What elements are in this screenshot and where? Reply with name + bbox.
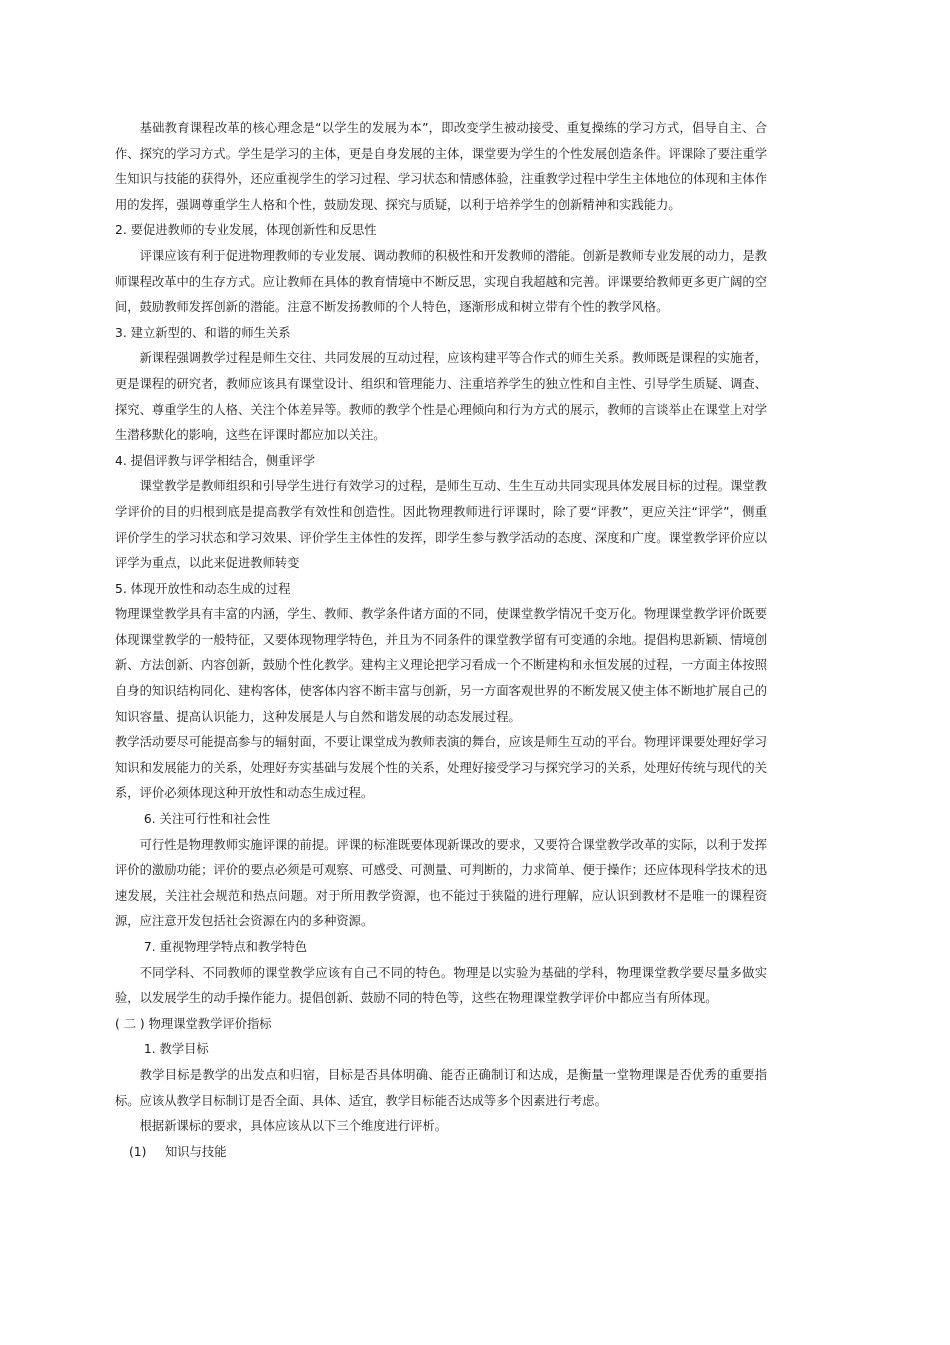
list-number: (1) — [129, 1144, 147, 1159]
paragraph-physics-features: 不同学科、不同教师的课堂教学应该有自己不同的特色。物理是以实验为基础的学科，物理课堂教学要尽量多做实验，以发展学生的动手操作能力。提倡创新、鼓励不同的特色等，这些在物理课堂教学评价中都应当有所体现。 — [115, 965, 767, 1006]
paragraph-openness-2: 教学活动要尽可能提高参与的辐射面，不要让课堂成为教师表演的舞台，应该是师生互动的平台。物理评课要处理好学习知识和发展能力的关系，处理好夯实基础与发展个性的关系，处理好接受学习与探究学习的关系，处理好传统与现代的关系，评价必须体现这种开放性和动态生成过程。 — [115, 735, 767, 801]
paragraph-three-dimensions: 根据新课标的要求，具体应该从以下三个维度进行评析。 — [139, 1119, 448, 1134]
heading-teacher-student-relationship: 3. 建立新型的、和谐的师生关系 — [115, 325, 291, 340]
heading-evaluate-learning: 4. 提倡评教与评学相结合，侧重评学 — [115, 453, 316, 468]
paragraph-teacher-development: 评课应该有利于促进物理教师的专业发展、调动教师的积极性和开发教师的潜能。创新是教师专业发展的动力，是教师课程改革中的生存方式。应让教师在具体的教育情境中不断反思，实现自我超越和完善。评课要给教师更多更广阔的空间，鼓励教师发挥创新的潜能。注意不断发扬教师的个人特色，逐渐形成和树立带有个性的教学风格。 — [115, 248, 767, 315]
paragraph-evaluate-learning: 课堂教学是教师组织和引导学生进行有效学习的过程，是师生互动、生生互动共同实现具体发展目标的过程。课堂教学评价的目的归根到底是提高教学有效性和创造性。因此物理教师进行评课时，除了要“评教”，更应关注“评学”，侧重评价学生的学习状态和学习效果、评价学生主体性的发挥，即学生参与教学活动的态度、深度和广度。课堂教学评价应以评学为重点，以此来促进教师转变 — [115, 479, 767, 571]
heading-openness: 5. 体现开放性和动态生成的过程 — [115, 581, 291, 596]
heading-evaluation-indicators: ( 二 ) 物理课堂教学评价指标 — [115, 1016, 272, 1031]
paragraph-teacher-student-relationship: 新课程强调教学过程是师生交往、共同发展的互动过程，应该构建平等合作式的师生关系。教师既是课程的实施者，更是课程的研究者，教师应该具有课堂设计、组织和管理能力、注重培养学生的独立性和自主性、引导学生质疑、调查、探究、尊重学生的人格、关注个体差异等。教师的教学个性是心理倾向和行为方式的展示，教师的言谈举止在课堂上对学生潜移默化的影响，这些在评课时都应加以关注。 — [115, 351, 767, 443]
paragraph-feasibility: 可行性是物理教师实施评课的前提。评课的标准既要体现新课改的要求，又要符合课堂教学改革的实际，以利于发挥评价的激励功能；评价的要点必须是可观察、可感受、可测量、可判断的，力求简单、便于操作；还应体现科学技术的迅速发展，关注社会规范和热点问题。对于所用教学资源，也不能过于狭隘的进行理解，应认识到教材不是唯一的课程资源，应注意开发包括社会资源在内的多种资源。 — [115, 837, 767, 929]
paragraph-student-development: 基础教育课程改革的核心理念是“以学生的发展为本”，即改变学生被动接受、重复操练的学习方式，倡导自主、合作、探究的学习方式。学生是学习的主体，更是自身发展的主体，课堂要为学生的个性发展创造条件。评课除了要注重学生知识与技能的获得外，还应重视学生的学习过程、学习状态和情感体验，注重教学过程中学生主体地位的体现和主体作用的发挥，强调尊重学生人格和个性，鼓励发现、探究与质疑，以利于培养学生的创新精神和实践能力。 — [115, 121, 767, 212]
list-text: 知识与技能 — [165, 1144, 227, 1159]
paragraph-teaching-objectives: 教学目标是教学的出发点和归宿，目标是否具体明确、能否正确制订和达成，是衡量一堂物理课是否优秀的重要指标。应该从教学目标制订是否全面、具体、适宜，教学目标能否达成等多个因素进行考虑。 — [115, 1067, 767, 1108]
heading-physics-features: 7. 重视物理学特点和教学特色 — [143, 940, 308, 954]
document-page — [115, 116, 767, 1165]
heading-feasibility: 6. 关注可行性和社会性 — [143, 812, 271, 827]
heading-teacher-development: 2. 要促进教师的专业发展，体现创新性和反思性 — [115, 223, 377, 238]
paragraph-openness-1: 物理课堂教学具有丰富的内涵，学生、教师、教学条件诸方面的不同，使课堂教学情况千变万化。物理课堂教学评价既要体现课堂教学的一般特征，又要体现物理学特色，并且为不同条件的课堂教学留有可变通的余地。提倡构思新颖、情境创新、方法创新、内容创新，鼓励个性化教学。建构主义理论把学习看成一个不断建构和永恒发展的过程，一方面主体按照自身的知识结构同化、建构客体，使客体内容不断丰富与创新，另一方面客观世界的不断发展又使主体不断地扩展自己的知识容量、提高认识能力，这种发展是人与自然和谐发展的动态发展过程。 — [115, 607, 767, 724]
heading-teaching-objectives: 1. 教学目标 — [143, 1042, 209, 1057]
heading-knowledge-skills — [115, 1140, 767, 1166]
